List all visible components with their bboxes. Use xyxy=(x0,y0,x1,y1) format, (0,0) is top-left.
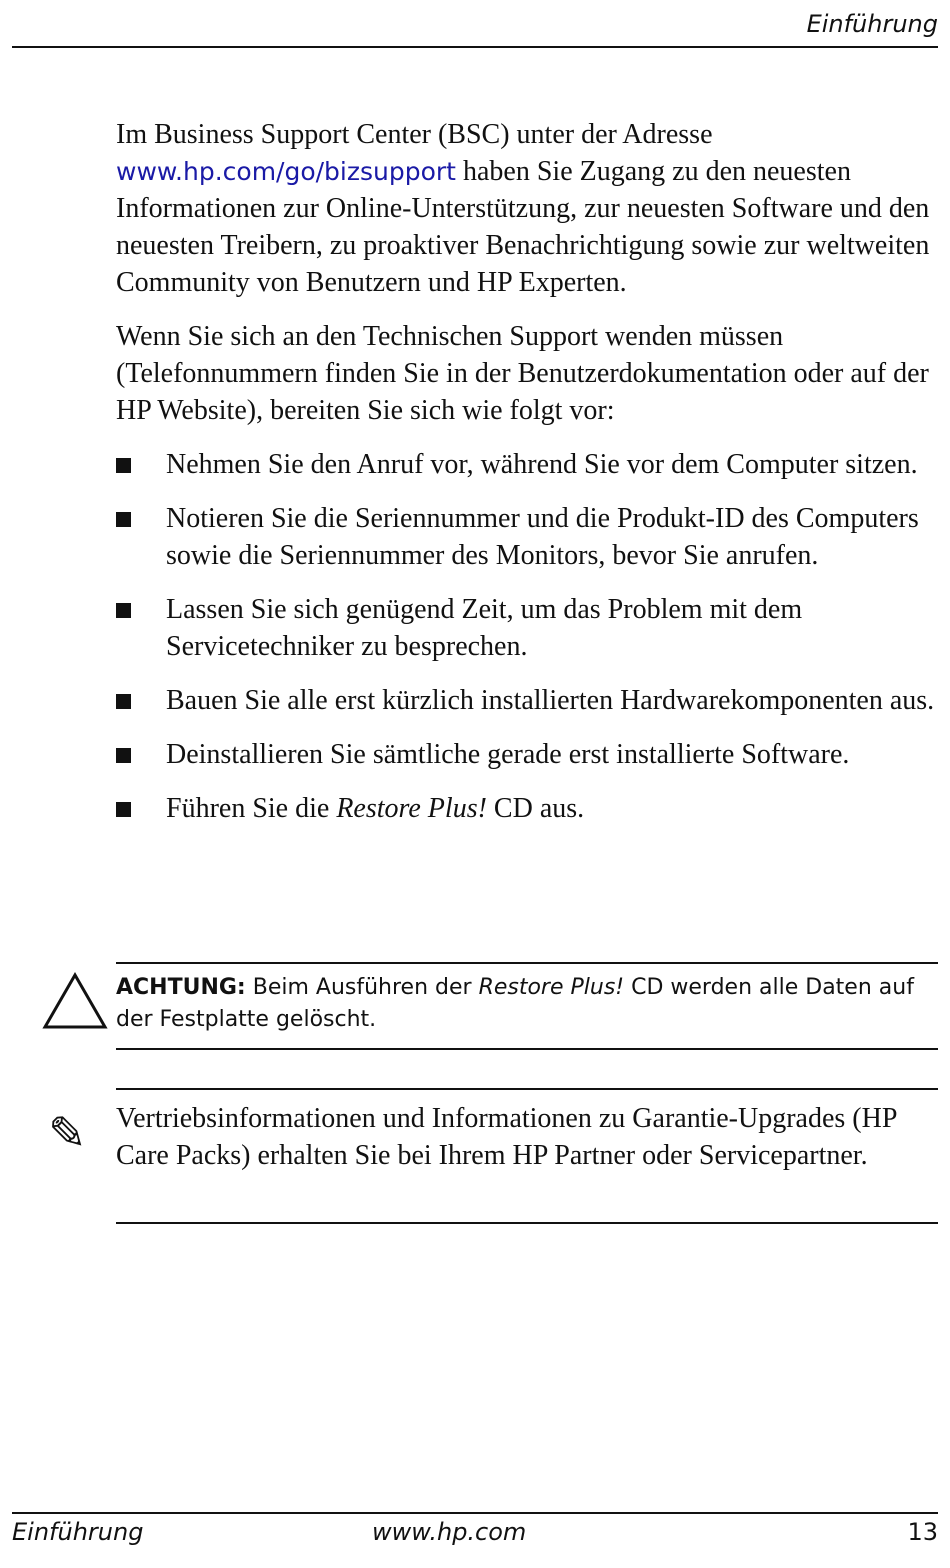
footer-url: www.hp.com xyxy=(372,1518,527,1546)
square-bullet-icon xyxy=(116,603,131,618)
note-bottom-divider xyxy=(116,1222,938,1224)
list-item: Lassen Sie sich genügend Zeit, um das Problem mit dem Servicetechniker zu besprechen. xyxy=(116,591,938,665)
intro-text-end: haben Sie Zugang zu den neuesten Informationen zur Online-Unterstützung, zur neuesten Software und den neuesten Treibern, zu proaktiver Benachrichtigung sowie zur weltweiten Community von Benutzern und HP Experten. xyxy=(116,156,930,298)
square-bullet-icon xyxy=(116,802,131,817)
support-paragraph: Wenn Sie sich an den Technischen Support wenden müssen (Telefonnummern finden Sie in der Benutzerdokumentation oder auf der HP Website), bereiten Sie sich wie folgt vor: xyxy=(116,321,929,426)
caution-label: ACHTUNG: xyxy=(116,975,246,1000)
caution-top-divider xyxy=(116,962,938,964)
footer-section: Einführung xyxy=(12,1518,144,1546)
intro-paragraph xyxy=(116,116,938,301)
caution-triangle-icon xyxy=(42,972,108,1030)
note-top-divider xyxy=(116,1088,938,1090)
caution-notice: ACHTUNG: Beim Ausführen der Restore Plus! CD werden alle Daten auf der Festplatte gelöscht. xyxy=(116,975,914,1032)
bizsupport-link[interactable]: www.hp.com/go/bizsupport xyxy=(116,157,456,186)
list-item: Bauen Sie alle erst kürzlich installierten Hardwarekomponenten aus. xyxy=(116,682,938,719)
intro-text-start: Im Business Support Center (BSC) unter der Adresse xyxy=(116,119,713,150)
caution-bottom-divider xyxy=(116,1048,938,1050)
page-number: 13 xyxy=(907,1518,938,1546)
list-item: Notieren Sie die Seriennummer und die Produkt-ID des Computers sowie die Seriennummer des Monitors, bevor Sie anrufen. xyxy=(116,500,938,574)
square-bullet-icon xyxy=(116,458,131,473)
list-item: Führen Sie die Restore Plus! CD aus. xyxy=(116,790,938,827)
header-divider xyxy=(12,46,938,48)
preparation-list xyxy=(116,446,938,844)
square-bullet-icon xyxy=(116,748,131,763)
square-bullet-icon xyxy=(116,694,131,709)
list-item: Nehmen Sie den Anruf vor, während Sie vor dem Computer sitzen. xyxy=(116,446,938,483)
footer-divider xyxy=(12,1512,938,1514)
list-item: Deinstallieren Sie sämtliche gerade erst installierte Software. xyxy=(116,736,938,773)
header-title: Einführung xyxy=(806,10,938,38)
square-bullet-icon xyxy=(116,512,131,527)
pencil-icon: ✎ xyxy=(48,1108,87,1159)
note-text: Vertriebsinformationen und Informationen zu Garantie-Upgrades (HP Care Packs) erhalten Sie bei Ihrem HP Partner oder Servicepartner. xyxy=(116,1103,897,1171)
